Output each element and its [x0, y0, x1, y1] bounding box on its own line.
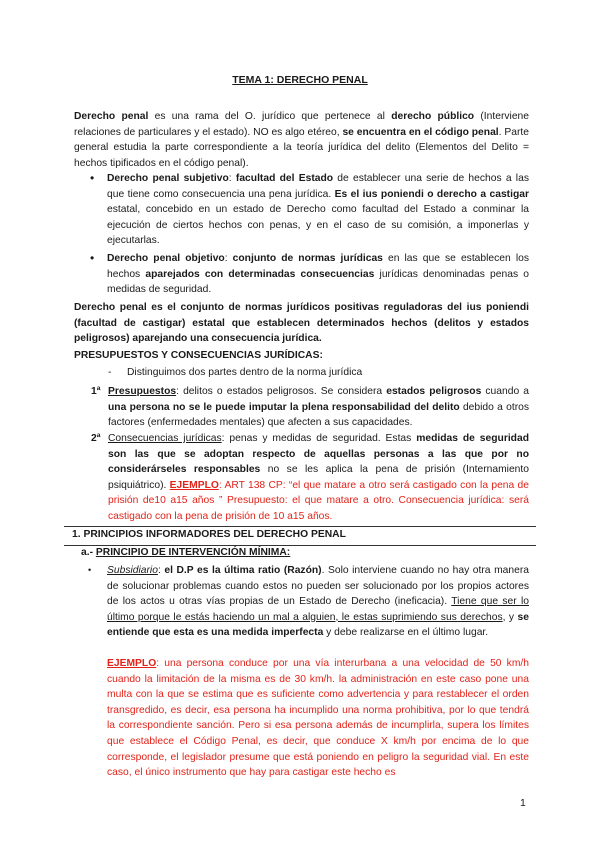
dash-marker: - [108, 367, 112, 378]
bullet-dot: • [90, 171, 95, 185]
bullet-derecho-subjetivo: Derecho penal subjetivo: facultad del Estado de establecer una serie de hechos a las que tiene como consecuencia una pena jurídica. Es el ius poniendi o derecho a castigar estatal, concebido en un estado de Derecho como facultad del Estado a conminar la ejecución de ciertos hechos con penas, y en el caso de su comisión, a imponerlas y ejecutarlas. [107, 173, 529, 247]
item-number: 2ª [91, 433, 101, 444]
presupuestos-heading: PRESUPUESTOS Y CONSECUENCIAS JURÍDICAS: [74, 350, 323, 361]
bullet-dot: • [88, 565, 92, 575]
section-heading: 1. PRINCIPIOS INFORMADORES DEL DERECHO PENAL [72, 529, 346, 540]
bullet-dot: • [90, 251, 95, 265]
ejemplo-velocidad: EJEMPLO: una persona conduce por una vía interurbana a una velocidad de 50 km/h cuando la limitación de la misma es de 30 km/h. la administración en este caso pone una multa con la que se estima que es suficiente como advertencia y para restablecer el orden transgredido, es decir, esa persona ha incumplido una norma prohibitiva, por lo que tendrá la correspondiente sanción. Pero si esa persona además de incumplirla, supera los límites que establece el Código Penal, es decir, que conduce X km/h por encima de lo que corresponde, el legislador presume que está poniendo en peligro la seguridad vial. En este caso, el único instrumento que hay para castigar este hecho es [107, 658, 529, 779]
definition-paragraph: Derecho penal es el conjunto de normas jurídicos positivas reguladoras del ius poniendi (facultad de castigar) estatal que establecen determinados hechos (delitos y estados peligrosos) aparejando una consecuencia jurídica. [74, 302, 529, 345]
page-number: 1 [520, 797, 526, 809]
consecuencias-item: Consecuencias jurídicas: penas y medidas de seguridad. Estas medidas de seguridad son las que se adoptan respecto de aquellas personas a las que por no considerárseles responsables no se les aplica la pena de prisión (Internamiento psiquiátrico). EJEMPLO: ART 138 CP: “el que matare a otro será castigado con la pena de prisión de10 a15 años ” Presupuesto: el que matare a otro. Consecuencia jurídica: será castigado con la pena de prisión de 10 a15 años. [108, 433, 530, 522]
subsidiario-paragraph: Subsidiario: el D.P es la última ratio (Razón). Solo interviene cuando no hay otra manera de solucionar problemas cuando estos no pueden ser solucionado por los propios actores de los actos u otras vías propias de un Estado de Derecho (ineficacia). Tiene que ser lo último porque le estás haciendo un mal a alguien, le estas suprimiendo sus derechos, y se entiende que esta es una medida imperfecta y debe realizarse en el último lugar. [107, 565, 529, 639]
bullet-derecho-objetivo: Derecho penal objetivo: conjunto de normas jurídicas en las que se establecen los hechos aparejados con determinadas consecuencias jurídicas denominadas penas o medidas de seguridad. [107, 253, 529, 296]
item-number: 1ª [91, 386, 101, 397]
document-title: TEMA 1: DERECHO PENAL [232, 74, 368, 86]
presupuestos-item: Presupuestos: delitos o estados peligrosos. Se considera estados peligrosos cuando a una persona no se le puede imputar la plena responsabilidad del delito debido a otros factores (enfermedades mentales) que afecten a sus capacidades. [108, 386, 530, 429]
subsection-heading: a.- PRINCIPIO DE INTERVENCIÓN MÍNIMA: [81, 547, 291, 558]
intro-paragraph: Derecho penal es una rama del O. jurídico que pertenece al derecho público (Interviene relaciones de particulares y el estado). NO es algo etéreo, se encuentra en el código penal. Parte general estudia la parte correspondiente a la teoría jurídica del delito (Elementos del Delito = hechos tipificados en el código penal). [74, 111, 530, 169]
dash-item: Distinguimos dos partes dentro de la norma jurídica [127, 367, 363, 378]
